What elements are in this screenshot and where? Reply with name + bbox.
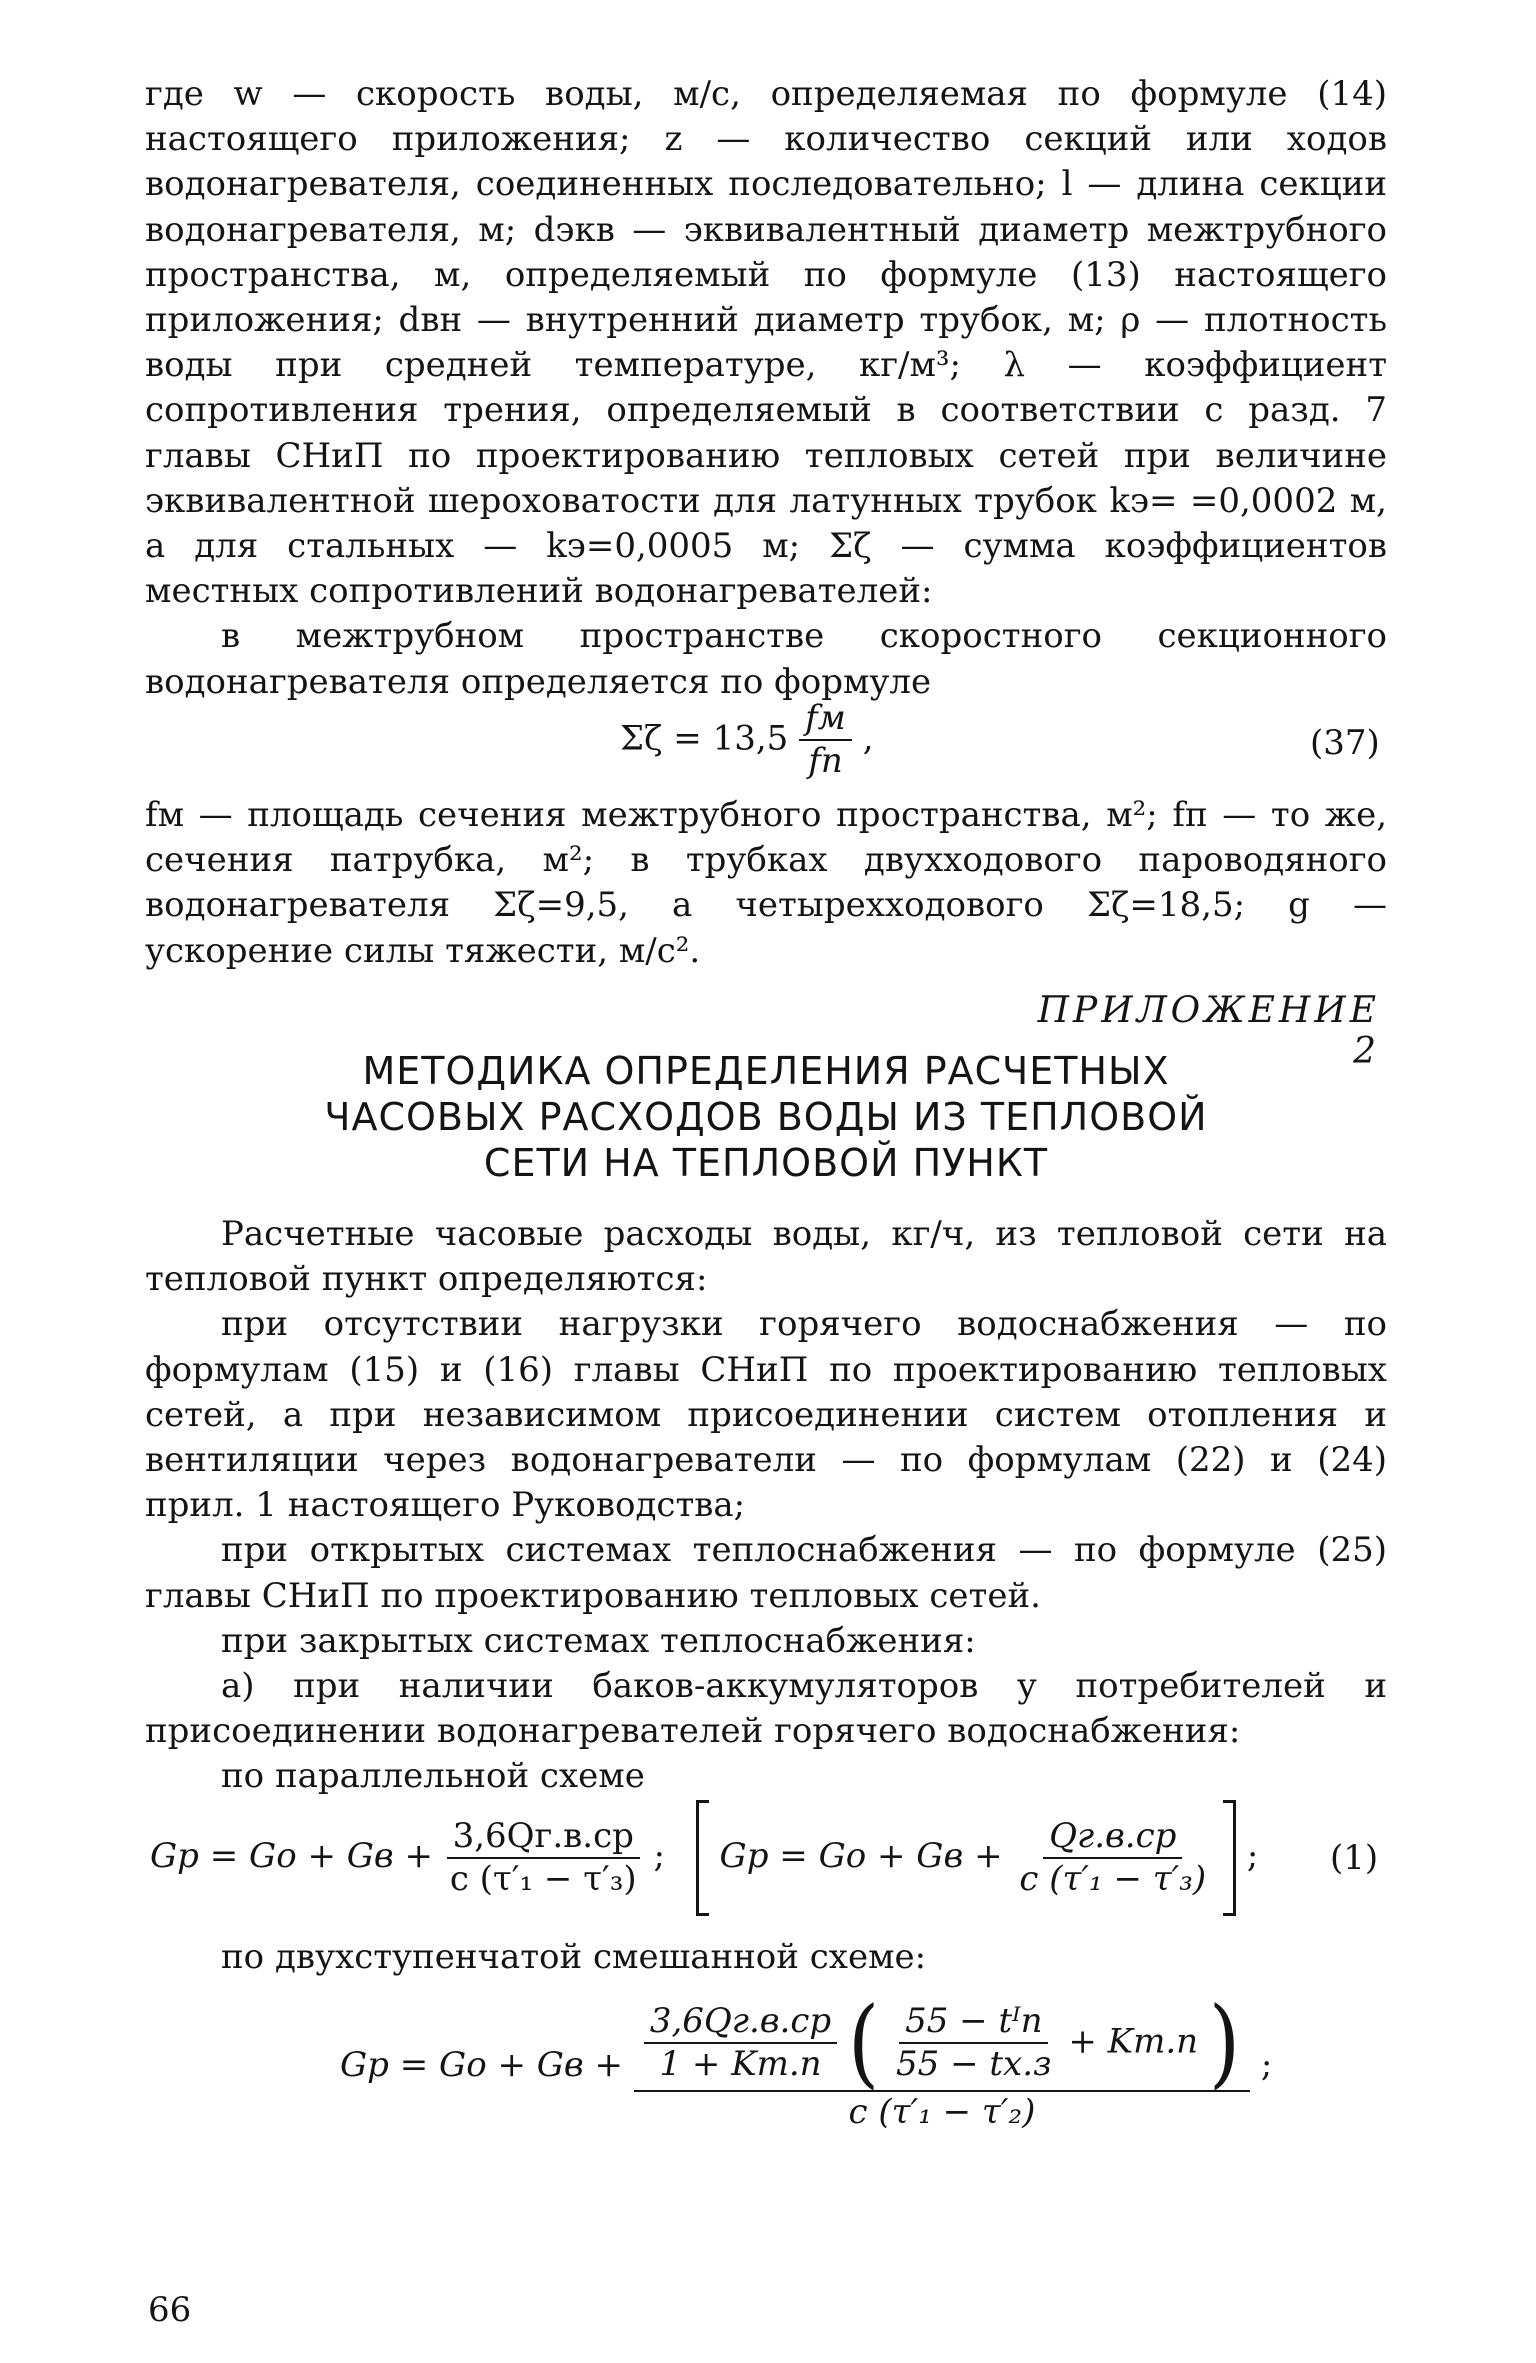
formula-1-lhs-alt: Gр = Gо + Gв + [719, 1836, 1003, 1876]
middle-text-block [145, 1212, 1387, 1800]
section-heading [145, 1048, 1387, 1186]
equation-number-37: (37) [1310, 723, 1380, 763]
formula-37-lhs: Σζ = 13,5 [620, 718, 789, 759]
top-text-block [145, 72, 1387, 705]
formula-1-tail: ; [1246, 1836, 1259, 1876]
formula-1-fraction-a [444, 1815, 643, 1899]
formula-2-tail: ; [1260, 2045, 1273, 2086]
paragraph-after-37: fм — площадь сечения межтрубного пространства, м²; fп — то же, сечения патрубка, м²; в трубках двухходового пароводяного водонагревателя Σζ=9,5, а четырехходового Σζ=18,5; g — ускорение силы тяжести, м/с². [145, 795, 1387, 971]
page-number: 66 [148, 2290, 192, 2330]
formula-2-paren-fraction [890, 2003, 1058, 2084]
formula-37-fraction [799, 700, 852, 781]
formula-2-paren-denominator: 55 − tх.з [896, 2044, 1052, 2085]
formula-2-outer-fraction [634, 1986, 1250, 2132]
formula-1-separator: ; [653, 1836, 665, 1876]
left-parenthesis: ( [847, 1986, 880, 2099]
formula-1-fraction-b [1013, 1815, 1212, 1899]
formula-1 [150, 1800, 1258, 1916]
formula-1-lhs: Gр = Gо + Gв + [150, 1836, 434, 1876]
formula-2-inner-denominator: 1 + Kт.п [659, 2044, 822, 2085]
formula-2-outer-numerator [634, 1986, 1250, 2099]
paragraph-no-hot-water: при отсутствии нагрузки горячего водоснабжения — по формулам (15) и (16) главы СНиП по проектированию тепловых сетей, а при независимом присоединении систем отопления и вентиляции через водонагреватели — по формулам (22) и (24) прил. 1 настоящего Руководства; [145, 1304, 1387, 1526]
paragraph-two-stage: по двухступенчатой смешанной схеме: [221, 1937, 927, 1977]
after-37-text-block [145, 793, 1387, 974]
equation-number-1: (1) [1330, 1838, 1379, 1878]
appendix-label: ПРИЛОЖЕНИЕ 2 [1037, 990, 1380, 1072]
formula-1-numerator-b: Qг.в.ср [1043, 1818, 1182, 1859]
paragraph-parallel-scheme: по параллельной схеме [221, 1756, 645, 1797]
heading-line: ЧАСОВЫХ РАСХОДОВ ВОДЫ ИЗ ТЕПЛОВОЙ [324, 1095, 1208, 1139]
formula-2-inner-numerator: 3,6Qг.в.ср [644, 2003, 837, 2044]
heading-line: СЕТИ НА ТЕПЛОВОЙ ПУНКТ [483, 1141, 1049, 1185]
formula-1-denominator-b: c (τ′₁ − τ′₃) [1019, 1859, 1207, 1899]
right-bracket [1223, 1800, 1236, 1916]
heading-line: МЕТОДИКА ОПРЕДЕЛЕНИЯ РАСЧЕТНЫХ [362, 1049, 1170, 1093]
formula-2-paren-numerator: 55 − tᴵп [899, 2003, 1048, 2044]
formula-2-lhs: Gр = Gо + Gв + [340, 2045, 624, 2086]
formula-1-numerator-a: 3,6Qг.в.ср [447, 1818, 640, 1859]
paragraph-definitions: где w — скорость воды, м/с, определяемая по формуле (14) настоящего приложения; z — количество секций или ходов водонагревателя, соединенных последовательно; l — длина секции водонагревателя, м; dэкв — эквивалентный диаметр межтрубного пространства, м, определяемый по формуле (13) настоящего приложения; dвн — внутренний диаметр трубок, м; ρ — плотность воды при средней температуре, кг/м³; λ — коэффициент сопротивления трения, определяемый в соответствии с разд. 7 главы СНиП по проектированию тепловых сетей при величине эквивалентной шероховатости для латунных трубок kэ= =0,0002 м, а для стальных — kэ=0,0005 м; Σζ — сумма коэффициентов местных сопротивлений водонагревателей: [145, 74, 1387, 612]
formula-37-denominator: fп [808, 741, 843, 782]
formula-2 [340, 1986, 1273, 2132]
paragraph-intro: Расчетные часовые расходы воды, кг/ч, из тепловой сети на тепловой пункт определяются: [145, 1214, 1387, 1300]
formula-2-plus-k: + Kт.п [1068, 2021, 1199, 2062]
left-bracket [696, 1800, 709, 1916]
paragraph-open-systems: при открытых системах теплоснабжения — по формуле (25) главы СНиП по проектированию тепловых сетей. [145, 1530, 1387, 1616]
paragraph-accumulators: а) при наличии баков-аккумуляторов у потребителей и присоединении водонагревателей горячего водоснабжения: [145, 1666, 1387, 1752]
formula-37-tail: , [862, 718, 874, 759]
two-stage-text-block [145, 1935, 1387, 1980]
formula-2-outer-denominator: c (τ′₁ − τ′₂) [848, 2091, 1036, 2132]
formula-37 [620, 700, 874, 781]
formula-2-inner-fraction [644, 2003, 837, 2084]
formula-37-numerator: fм [799, 700, 852, 741]
paragraph-closed-systems: при закрытых системах теплоснабжения: [221, 1620, 976, 1661]
paragraph-intertube: в межтрубном пространстве скоростного секционного водонагревателя определяется по формуле [145, 616, 1387, 702]
right-parenthesis: ) [1208, 1986, 1241, 2099]
formula-1-denominator-a: c (τ′₁ − τ′₃) [449, 1859, 637, 1899]
